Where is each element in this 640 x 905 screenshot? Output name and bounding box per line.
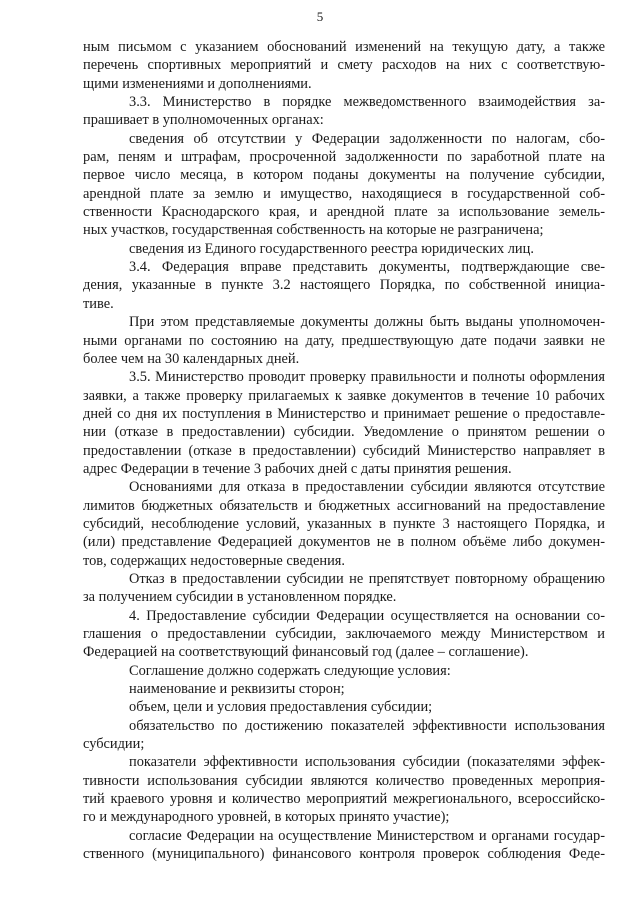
text-line: тивности использования субсидии являются количество проведенных мероприя- [83, 772, 605, 789]
text-line: предоставлении (отказе в предоставлении) субсидий Министерство направляет в [83, 442, 605, 459]
text-line: за получением субсидии в установленном порядке. [83, 589, 397, 606]
text-line: Отказ в предоставлении субсидии не препятствует повторному обращению [129, 570, 605, 587]
text-line: сведения из Единого государственного реестра юридических лиц. [129, 240, 534, 257]
text-line: обязательство по достижению показателей эффективности использования [129, 717, 605, 734]
text-line: 3.4. Федерация вправе представить документы, подтверждающие све- [129, 259, 605, 276]
text-line: ным письмом с указанием обоснований изменений на текущую дату, а также [83, 39, 605, 55]
page-number: 5 [316, 9, 324, 24]
text-line: Федерацией на соответствующий финансовый год (далее – соглашение). [83, 644, 529, 661]
text-line: 3.3. Министерство в порядке межведомственного взаимодействия за- [129, 94, 605, 111]
text-line: нии (отказе в предоставлении) субсидии. Уведомление о принятом решении о [83, 424, 605, 441]
text-line: дней со дня их поступления в Министерство и принимает решение о предоставле- [83, 405, 605, 422]
text-line: тиве. [83, 295, 114, 312]
text-line: ственности Краснодарского края, и арендной плате за использование земель- [83, 204, 605, 221]
text-line: Основаниями для отказа в предоставлении субсидии являются отсутствие [129, 479, 605, 496]
text-line: сведения об отсутствии у Федерации задолженности по налогам, сбо- [129, 130, 605, 147]
text-line: арендной плате за землю и имущество, находящиеся в государственной соб- [83, 185, 605, 202]
text-line: Соглашение должно содержать следующие условия: [129, 662, 451, 679]
document-body [83, 38, 605, 863]
text-line: тий краевого уровня и количество мероприятий межрегионального, всероссийско- [83, 791, 605, 808]
text-line: согласие Федерации на осуществление Министерством и органами государ- [129, 827, 605, 844]
text-line: тов, содержащих недостоверные сведения. [83, 552, 345, 569]
text-line: прашивает в уполномоченных органах: [83, 112, 324, 129]
text-line: ных участков, государственная собственность на которые не разграничена; [83, 222, 544, 239]
text-line: ными органами по состоянию на дату, предшествующую дате подачи заявки не [83, 332, 605, 349]
text-line: субсидий, несоблюдение условий, указанных в пункте 3 настоящего Порядка, и [83, 515, 605, 532]
text-line: щими изменениями и дополнениями. [83, 75, 312, 92]
text-line: субсидии; [83, 736, 145, 753]
text-line: дения, указанные в пункте 3.2 настоящего Порядка, по собственной инициа- [83, 277, 605, 294]
text-line: адрес Федерации в течение 3 рабочих дней с даты принятия решения. [83, 460, 512, 477]
text-line: 4. Предоставление субсидии Федерации осуществляется на основании со- [129, 607, 605, 624]
text-line: глашения о предоставлении субсидии, заключаемого между Министерством и [83, 626, 605, 642]
text-line: 3.5. Министерство проводит проверку правильности и полноты оформления [129, 369, 605, 386]
text-line: объем, цели и условия предоставления субсидии; [129, 699, 433, 716]
text-line: ственного (муниципального) финансового контроля проверок соблюдения Феде- [83, 846, 605, 863]
text-line: го и международного уровней, в которых принято участие); [83, 809, 450, 826]
text-line: (или) представление Федерацией документов не в полном объёме либо докумен- [83, 534, 605, 551]
text-line: более чем на 30 календарных дней. [83, 350, 300, 367]
text-line: рам, пеням и штрафам, просроченной задолженности по заработной плате на [83, 149, 605, 166]
text-line: показатели эффективности использования субсидии (показателями эффек- [129, 754, 605, 771]
text-line: первое число месяца, в котором поданы документы на получение субсидии, [83, 167, 605, 184]
text-line: заявки, а также проверку прилагаемых к заявке документов в течение 10 рабочих [83, 387, 605, 404]
text-line: лимитов бюджетных обязательств и бюджетных ассигнований на предоставление [83, 497, 605, 514]
text-line: наименование и реквизиты сторон; [129, 681, 345, 698]
text-line: При этом представляемые документы должны быть выданы уполномочен- [129, 314, 605, 331]
text-line: перечень спортивных мероприятий и смету расходов на них с соответствую- [83, 57, 605, 74]
